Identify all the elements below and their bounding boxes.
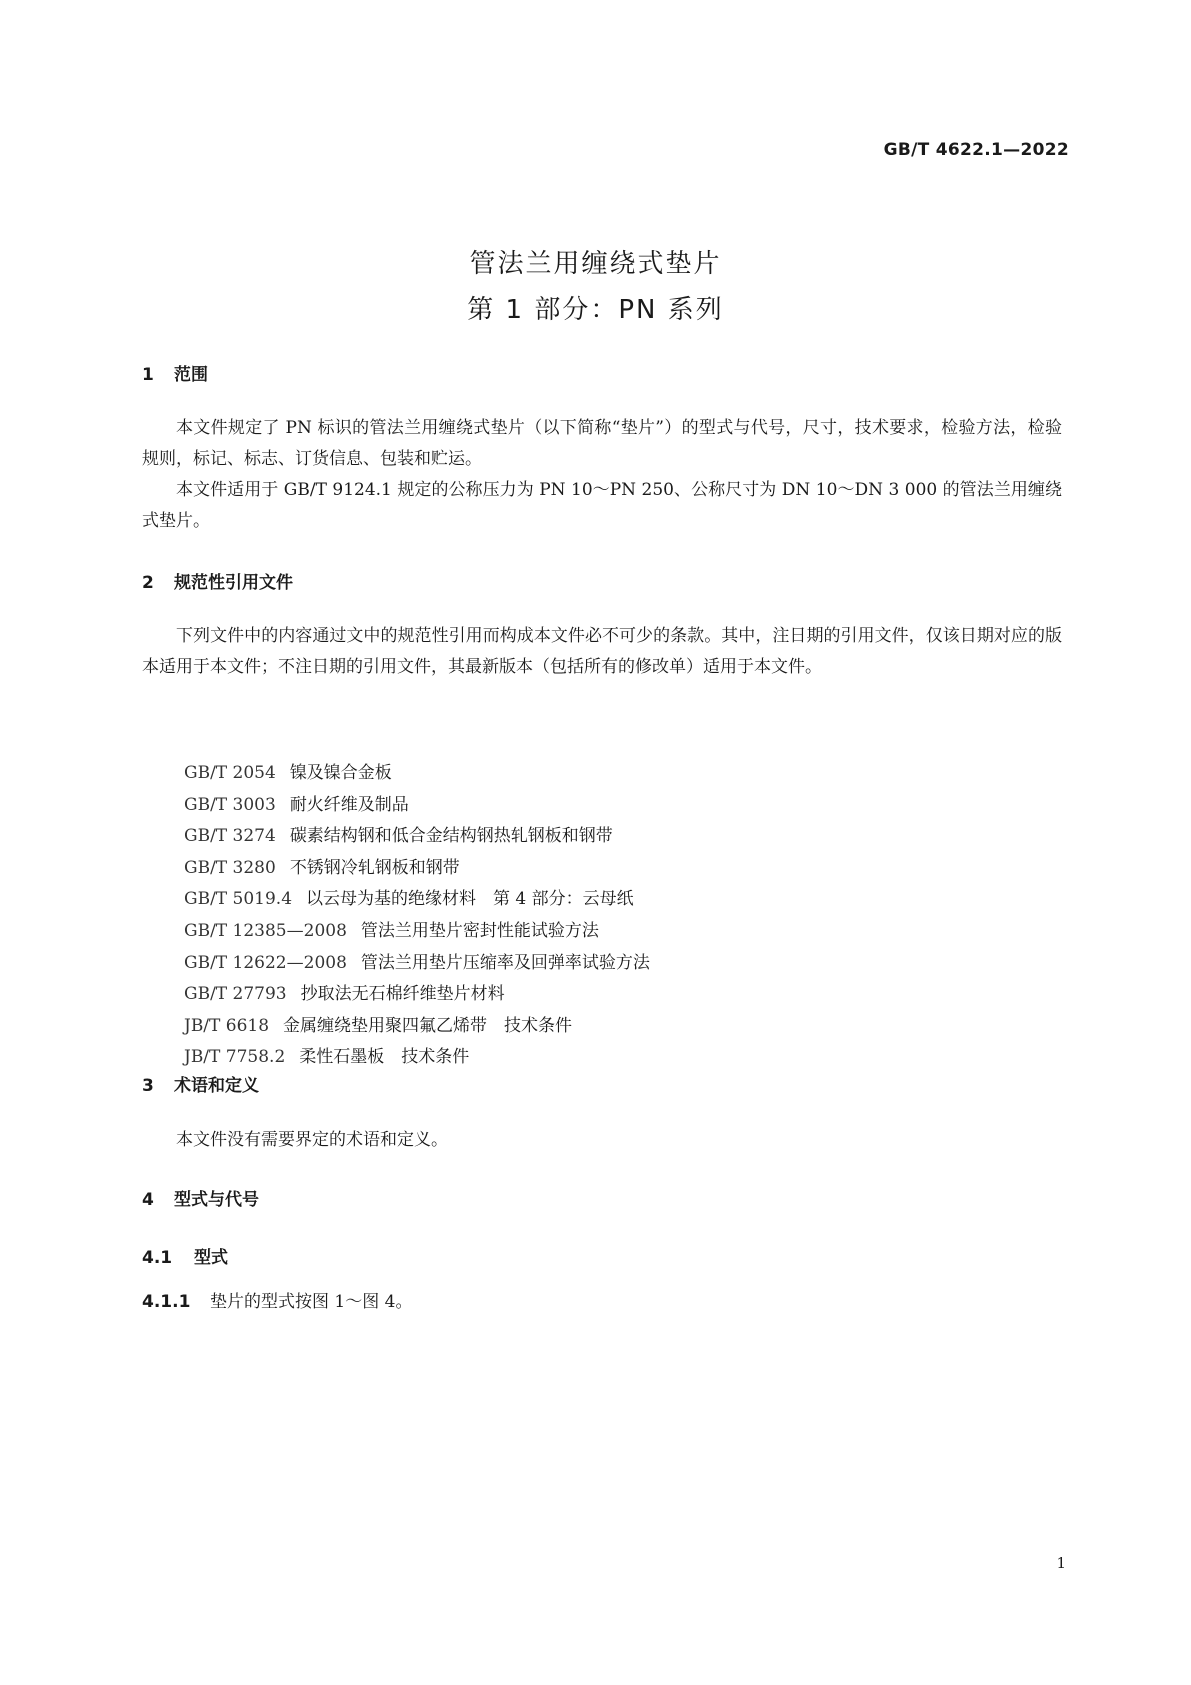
section-number: 3 [142, 1076, 154, 1096]
reference-title: 金属缠绕垫用聚四氟乙烯带 技术条件 [283, 1015, 573, 1036]
reference-title: 抄取法无石棉纤维垫片材料 [300, 984, 505, 1005]
subsection-number: 4.1 [142, 1248, 173, 1268]
document-subtitle: 第 1 部分：PN 系列 [467, 295, 724, 325]
reference-code: GB/T 5019.4 [184, 889, 293, 910]
section-1-paragraph-1: 本文件规定了 PN 标识的管法兰用缠绕式垫片（以下简称“垫片”）的型式与代号，尺寸，技术要求，检验方法，检验规则，标记、标志、订货信息、包装和贮运。 [142, 418, 1062, 469]
reference-item [184, 884, 650, 916]
document-title: 管法兰用缠绕式垫片 [469, 249, 722, 279]
clause-4-1-1 [142, 1287, 412, 1312]
reference-code: GB/T 12622—2008 [184, 952, 347, 973]
reference-title: 管法兰用垫片密封性能试验方法 [360, 920, 599, 941]
section-heading-1 [142, 360, 208, 385]
reference-item [184, 916, 650, 948]
section-title: 型式与代号 [174, 1190, 259, 1210]
reference-title: 以云母为基的绝缘材料 第 4 部分：云母纸 [306, 889, 634, 910]
section-title: 术语和定义 [174, 1076, 259, 1096]
section-heading-3 [142, 1071, 259, 1096]
reference-code: JB/T 6618 [184, 1015, 270, 1036]
reference-code: GB/T 2054 [184, 763, 276, 783]
reference-item [184, 1011, 650, 1043]
normative-reference-list [184, 758, 650, 1074]
section-2-paragraph-1: 下列文件中的内容通过文中的规范性引用而构成本文件必不可少的条款。其中，注日期的引用文件，仅该日期对应的版本适用于本文件；不注日期的引用文件，其最新版本（包括所有的修改单）适用于本文件。 [142, 626, 1062, 677]
clause-text: 垫片的型式按图 1～图 4。 [210, 1292, 413, 1312]
section-number: 4 [142, 1190, 154, 1210]
standard-number: GB/T 4622.1—2022 [883, 140, 1069, 160]
reference-title: 管法兰用垫片压缩率及回弹率试验方法 [360, 952, 650, 973]
clause-number: 4.1.1 [142, 1292, 191, 1312]
reference-code: JB/T 7758.2 [184, 1047, 286, 1068]
section-1-paragraph-2: 本文件适用于 GB/T 9124.1 规定的公称压力为 PN 10～PN 250、公称尺寸为 DN 10～DN 3 000 的管法兰用缠绕式垫片。 [142, 480, 1062, 531]
reference-code: GB/T 3003 [184, 794, 276, 815]
reference-item [184, 853, 650, 885]
page-number: 1 [1056, 1554, 1066, 1572]
subsection-heading-4-1 [142, 1243, 228, 1268]
reference-title: 不锈钢冷轧钢板和钢带 [289, 857, 460, 878]
reference-title: 碳素结构钢和低合金结构钢热轧钢板和钢带 [289, 826, 613, 847]
reference-item [184, 948, 650, 980]
reference-title: 柔性石墨板 技术条件 [299, 1047, 470, 1068]
section-heading-2 [142, 568, 293, 593]
section-number: 1 [142, 365, 154, 385]
reference-item [184, 790, 650, 822]
reference-code: GB/T 27793 [184, 984, 287, 1005]
reference-item [184, 1042, 650, 1074]
section-3-paragraph-1: 本文件没有需要界定的术语和定义。 [176, 1130, 448, 1150]
subsection-title: 型式 [194, 1248, 228, 1268]
reference-title: 镍及镍合金板 [289, 763, 392, 783]
reference-code: GB/T 12385—2008 [184, 920, 347, 941]
reference-title: 耐火纤维及制品 [289, 794, 409, 815]
section-heading-4 [142, 1185, 259, 1210]
reference-code: GB/T 3274 [184, 826, 276, 847]
reference-code: GB/T 3280 [184, 857, 276, 878]
section-title: 范围 [174, 365, 208, 385]
section-number: 2 [142, 573, 154, 593]
reference-item [184, 758, 650, 790]
reference-item [184, 979, 650, 1011]
section-title: 规范性引用文件 [174, 573, 293, 593]
reference-item [184, 821, 650, 853]
